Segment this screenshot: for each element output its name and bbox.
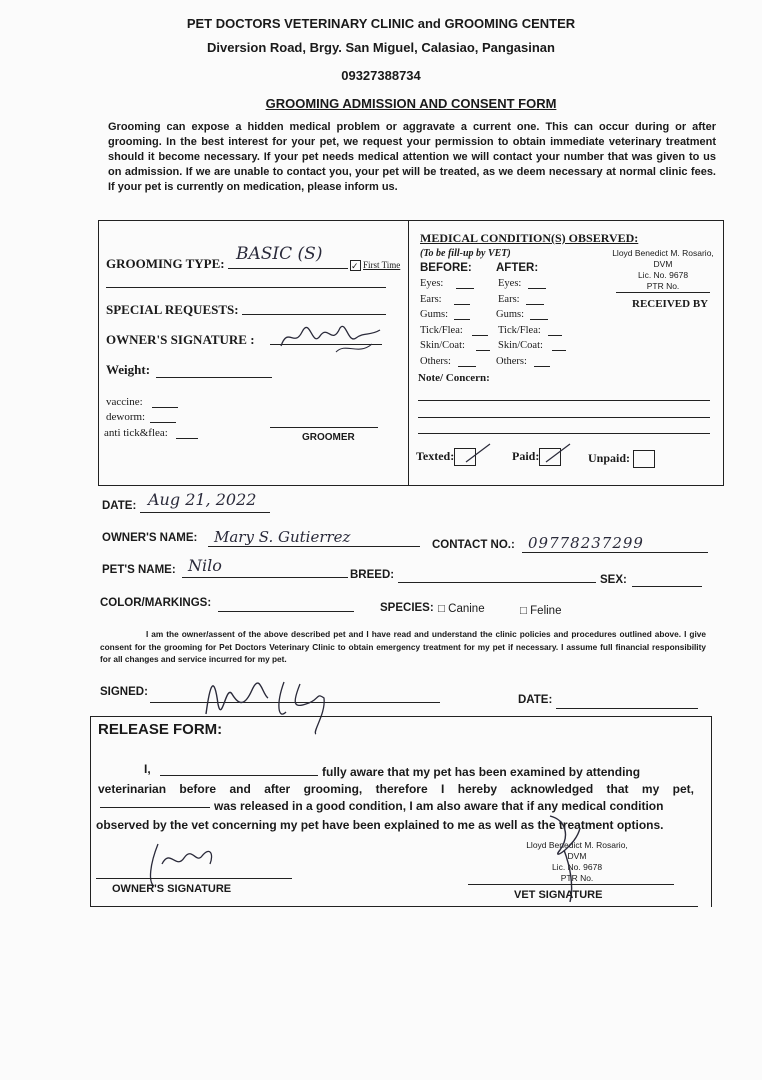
signed-date-line[interactable]	[556, 708, 698, 709]
vet-signature-label: VET SIGNATURE	[514, 889, 603, 901]
before-label: BEFORE:	[420, 262, 472, 274]
owner-name-line[interactable]	[208, 546, 420, 547]
vet-signature-line[interactable]	[468, 884, 674, 885]
checkbox-icon: □	[438, 603, 449, 615]
consent-paragraph: I am the owner/assent of the above described pet and I have read and understand the clinic policies and procedures outlined above. I give consent for the grooming for Pet Doctors Veterinary Clinic to obtain emergency treatment for my pet if necessary. I assume full financial responsibility for all changes and service incurred for my pet.	[100, 629, 706, 664]
breed-label: BREED:	[350, 569, 395, 581]
note-line-3[interactable]	[418, 433, 710, 434]
release-title: RELEASE FORM:	[98, 721, 223, 738]
note-line-1[interactable]	[418, 400, 710, 401]
first-time-label: First Time	[363, 260, 401, 270]
condition-row: Skin/Coat: Skin/Coat:	[420, 340, 590, 356]
feline-option[interactable]: □ Feline	[520, 605, 562, 617]
anti-tick-line[interactable]	[176, 438, 198, 439]
weight-label: Weight:	[106, 362, 151, 377]
signed-label: SIGNED:	[100, 686, 148, 698]
note-label: Note/ Concern:	[418, 372, 490, 384]
vet-stamp-top: Lloyd Benedict M. Rosario, DVM Lic. No. 9678 PTR No.	[612, 248, 714, 291]
grooming-type-label: GROOMING TYPE:	[106, 256, 225, 271]
paid-checkbox[interactable]: Paid:	[512, 448, 561, 466]
condition-row: Eyes: Eyes:	[420, 278, 590, 294]
check-icon: ✓	[350, 260, 361, 271]
owner-signature-label: OWNER'S SIGNATURE :	[106, 332, 255, 347]
special-requests-line[interactable]	[242, 314, 386, 315]
release-owner-name-line[interactable]	[160, 775, 318, 776]
sex-line[interactable]	[632, 586, 702, 587]
color-line[interactable]	[218, 611, 354, 612]
checkbox-icon	[633, 450, 655, 468]
received-by-line[interactable]	[616, 292, 710, 293]
special-requests-label: SPECIAL REQUESTS:	[106, 302, 239, 317]
canine-option[interactable]: □ Canine	[438, 603, 485, 615]
date-value[interactable]: Aug 21, 2022	[148, 490, 257, 509]
release-owner-signature-line[interactable]	[96, 878, 292, 879]
first-time-checkbox[interactable]	[350, 260, 400, 271]
groomer-line[interactable]	[270, 427, 378, 428]
weight-line[interactable]	[156, 377, 272, 378]
condition-row: Tick/Flea: Tick/Flea:	[420, 325, 590, 341]
release-pet-name-line[interactable]	[100, 807, 210, 808]
conditions-list	[420, 278, 590, 371]
signed-date-label: DATE:	[518, 694, 553, 706]
anti-tick-label: anti tick&flea:	[104, 427, 168, 439]
sex-label: SEX:	[600, 574, 627, 586]
color-label: COLOR/MARKINGS:	[100, 597, 212, 609]
medical-subtitle: (To be fill-up by VET)	[420, 248, 511, 259]
check-marks	[462, 440, 582, 470]
deworm-label: deworm:	[106, 411, 146, 423]
checkbox-icon: □	[520, 605, 531, 617]
grooming-type-extra-line	[106, 287, 386, 288]
grooming-type-line	[228, 268, 348, 269]
owner-signature-scribble	[276, 318, 386, 358]
condition-row: Others: Others:	[420, 356, 590, 372]
clinic-address: Diversion Road, Brgy. San Miguel, Calasiao, Pangasinan	[207, 40, 555, 55]
clinic-name: PET DOCTORS VETERINARY CLINIC and GROOMING CENTER	[186, 16, 576, 31]
contact-label: CONTACT NO.:	[432, 539, 515, 551]
intro-paragraph: Grooming can expose a hidden medical problem or aggravate a current one. This can occur during or after grooming. In the best interest for your pet, we request your permission to obtain immediate veterinary treatment should it become necessary. If your pet needs medical attention we will contact your number that was given to us on admission. If we are unable to contact you, your pet will be treated, as we deem necessary at normal clinic fees. If your pet is currently on medication, please inform us.	[108, 121, 716, 193]
condition-row: Gums: Gums:	[420, 309, 590, 325]
grooming-type-value[interactable]: BASIC (S)	[236, 244, 323, 264]
contact-value[interactable]: 09778237299	[528, 534, 644, 552]
release-line-4: observed by the vet concerning my pet have been explained to me as well as the treatment options.	[96, 818, 664, 832]
breed-line[interactable]	[398, 582, 596, 583]
after-label: AFTER:	[496, 262, 539, 274]
species-label: SPECIES:	[380, 602, 434, 614]
texted-checkbox[interactable]: Texted:	[416, 448, 476, 466]
release-i-label: I,	[144, 762, 151, 776]
release-line-3: was released in a good condition, I am also aware that if any medical condition	[214, 799, 664, 813]
release-line-1: fully aware that my pet has been examined by attending	[322, 765, 641, 779]
groomer-label: GROOMER	[302, 432, 355, 443]
box-divider	[408, 220, 409, 486]
contact-line[interactable]	[522, 552, 708, 553]
deworm-line[interactable]	[150, 422, 176, 423]
condition-row: Ears: Ears:	[420, 294, 590, 310]
vaccine-line[interactable]	[152, 407, 178, 408]
release-bottom-line	[90, 906, 698, 907]
received-by-label: RECEIVED BY	[632, 298, 709, 310]
date-line[interactable]	[140, 512, 270, 513]
unpaid-checkbox[interactable]: Unpaid:	[588, 450, 655, 468]
owner-name-value[interactable]: Mary S. Gutierrez	[214, 528, 351, 546]
pet-name-line[interactable]	[182, 577, 348, 578]
release-line-2: veterinarian before and after grooming, therefore I hereby acknowledged that my pet,	[98, 782, 694, 796]
release-owner-signature-label: OWNER'S SIGNATURE	[112, 883, 232, 895]
vaccine-label: vaccine:	[106, 396, 143, 408]
note-line-2[interactable]	[418, 417, 710, 418]
release-owner-signature-scribble	[140, 834, 230, 888]
pet-name-value[interactable]: Nilo	[188, 556, 222, 575]
date-label: DATE:	[102, 500, 137, 512]
form-title: GROOMING ADMISSION AND CONSENT FORM	[265, 96, 557, 111]
medical-title: MEDICAL CONDITION(S) OBSERVED:	[420, 231, 639, 245]
clinic-phone: 09327388734	[341, 68, 421, 83]
pet-name-label: PET'S NAME:	[102, 564, 176, 576]
vet-stamp-bottom: Lloyd Benedict M. Rosario, DVM Lic. No. 9678 PTR No.	[526, 840, 628, 883]
owner-name-label: OWNER'S NAME:	[102, 532, 198, 544]
